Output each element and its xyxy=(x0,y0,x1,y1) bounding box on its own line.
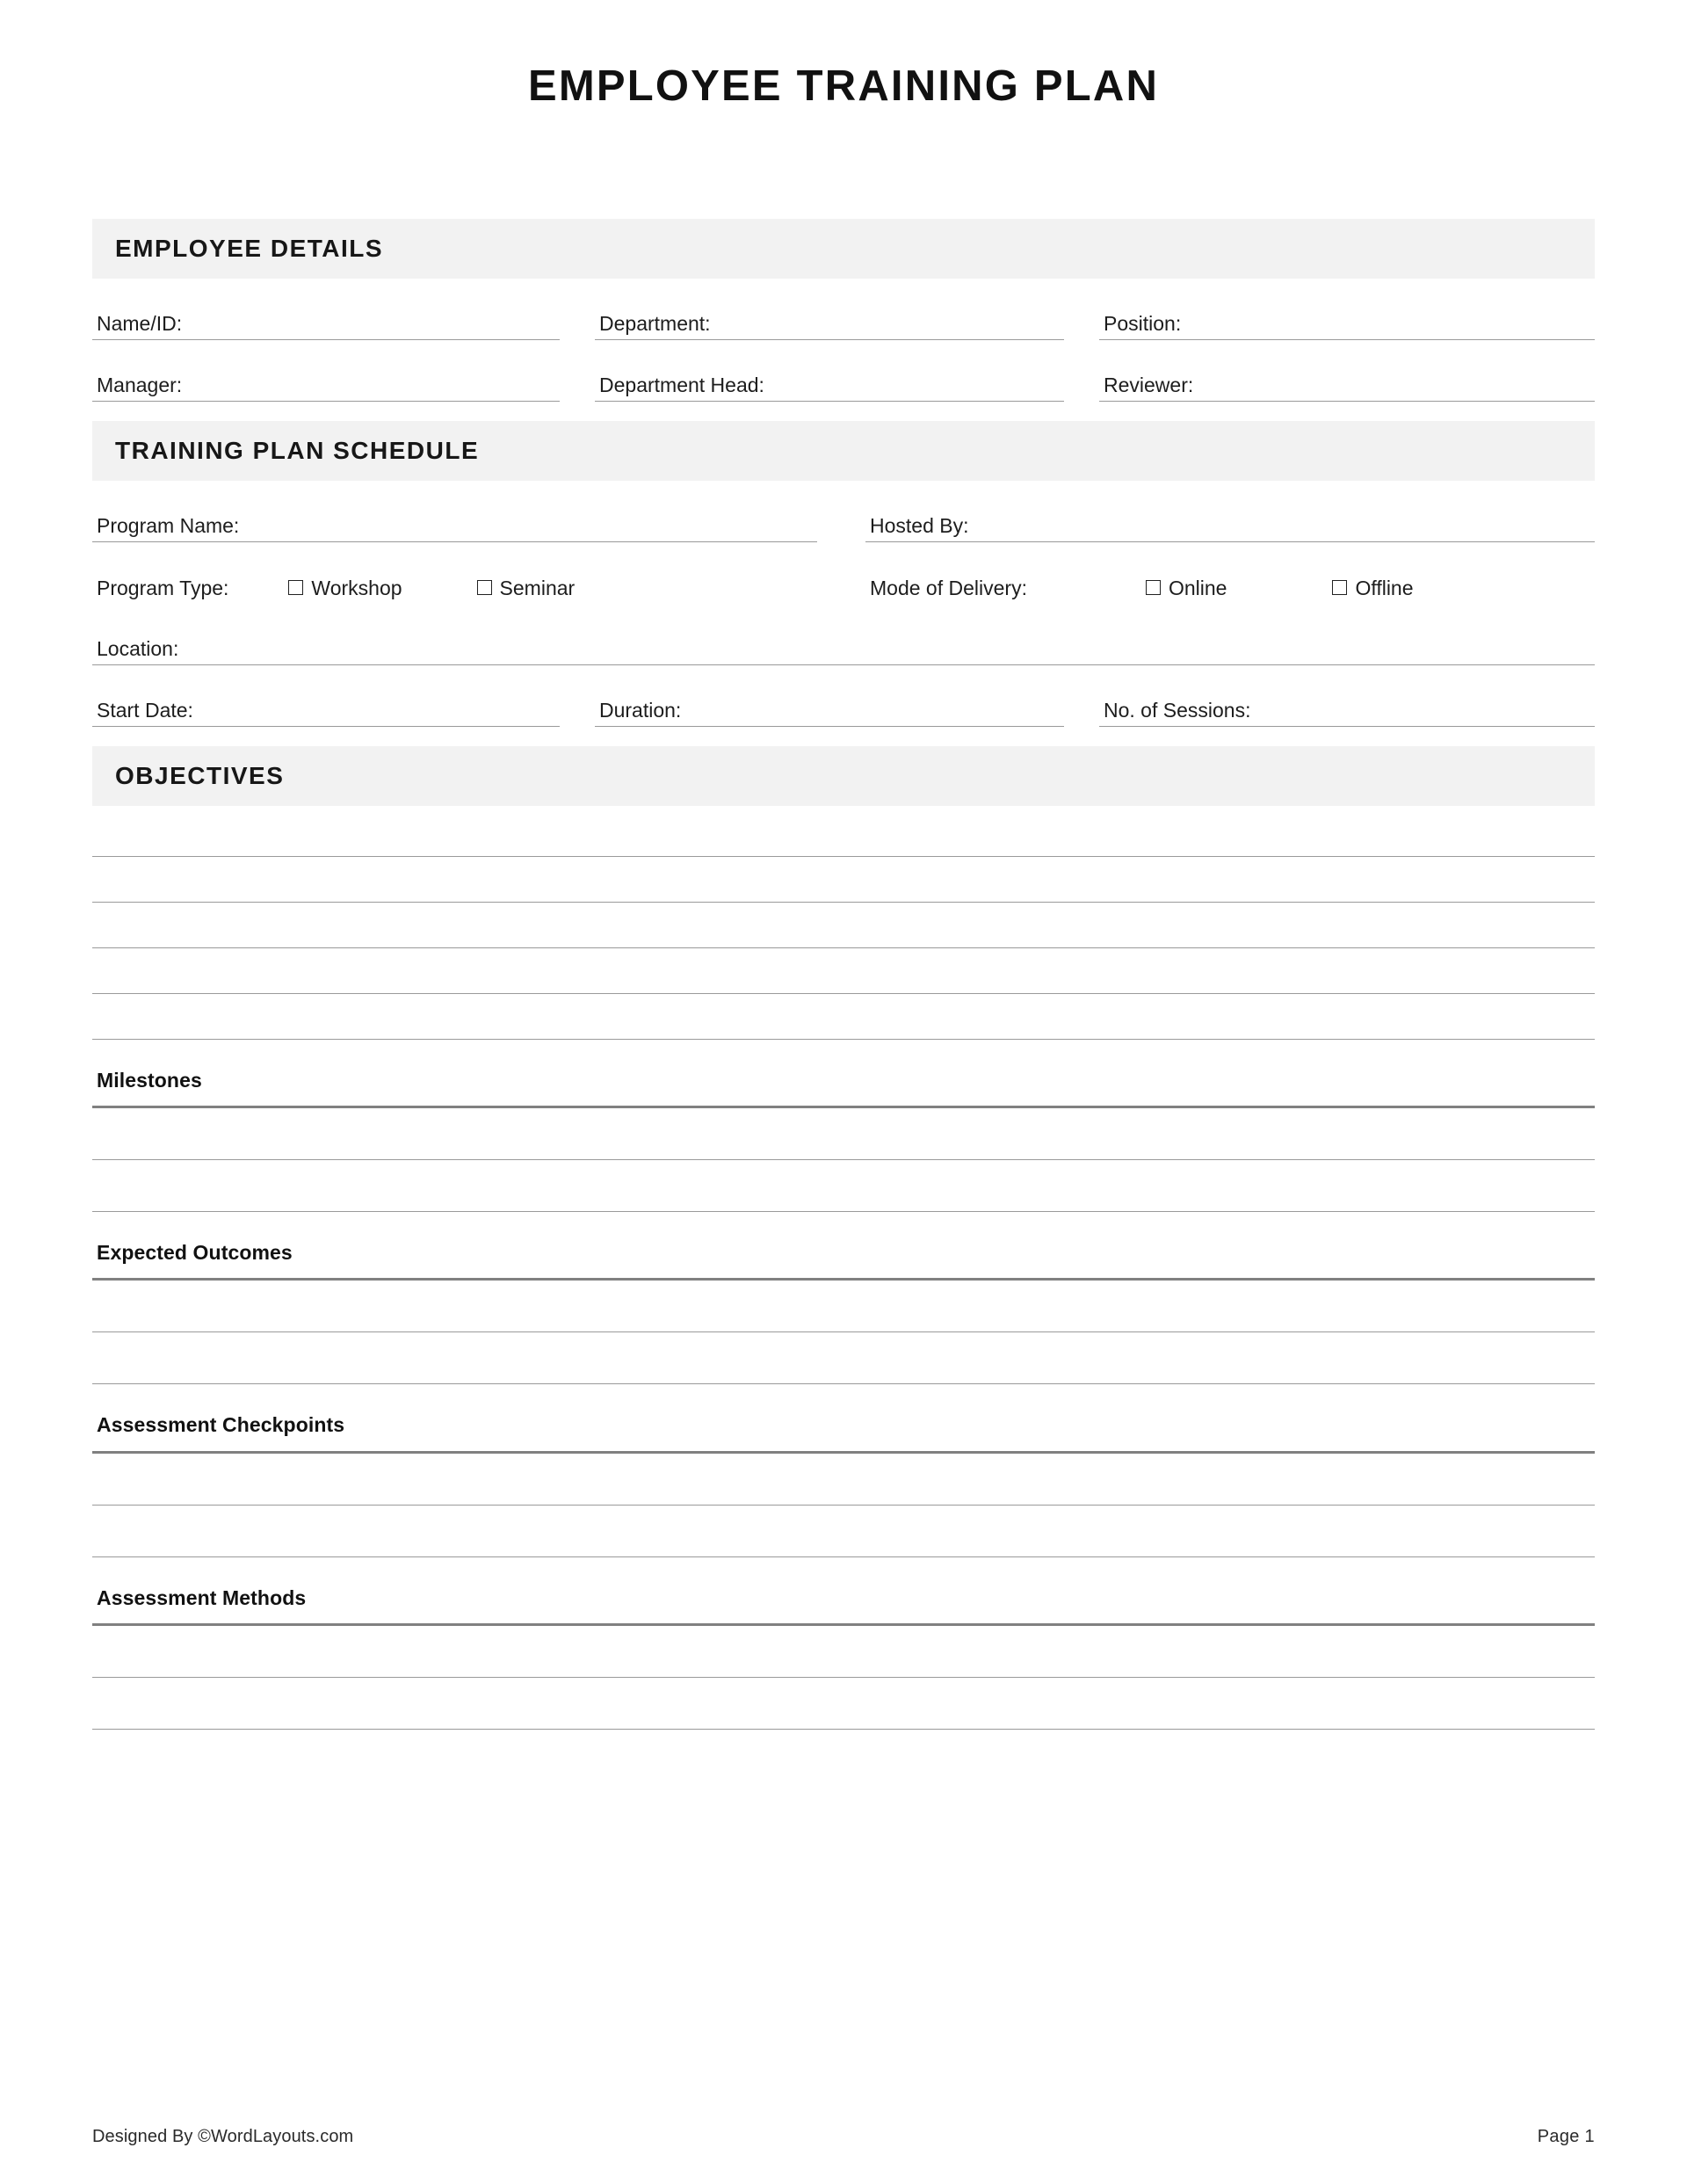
row-spacer xyxy=(92,604,1595,618)
checkbox-workshop[interactable] xyxy=(288,578,402,599)
section-title-employee-details: EMPLOYEE DETAILS xyxy=(115,234,384,262)
column-gap xyxy=(560,293,595,340)
section-header-training-plan-schedule xyxy=(92,421,1595,481)
section-title-objectives: OBJECTIVES xyxy=(115,761,285,789)
section-title-training-plan-schedule: TRAINING PLAN SCHEDULE xyxy=(115,436,480,464)
section-spacer xyxy=(92,402,1595,421)
field-program-type xyxy=(92,556,817,604)
field-label-location: Location: xyxy=(97,636,179,660)
field-manager[interactable] xyxy=(92,354,560,402)
section-header-objectives xyxy=(92,746,1595,806)
employee-details-row-1 xyxy=(92,293,1595,340)
objectives-blank-lines xyxy=(92,806,1595,1040)
subsection-expected-outcomes xyxy=(92,1212,1595,1384)
column-gap xyxy=(817,556,865,604)
schedule-row-4 xyxy=(92,679,1595,727)
objectives-line[interactable] xyxy=(92,948,1595,994)
checkbox-label-seminar: Seminar xyxy=(499,576,576,599)
field-label-program-type: Program Type: xyxy=(97,576,229,599)
page-title: EMPLOYEE TRAINING PLAN xyxy=(527,62,1160,110)
mode-of-delivery-options xyxy=(1146,578,1414,599)
assessment-methods-line[interactable] xyxy=(92,1626,1595,1678)
subsection-heading-expected-outcomes: Expected Outcomes xyxy=(97,1241,293,1265)
field-label-duration: Duration: xyxy=(599,698,682,722)
row-spacer xyxy=(92,279,1595,293)
title-spacer xyxy=(92,111,1595,219)
section-spacer xyxy=(92,727,1595,746)
objectives-line[interactable] xyxy=(92,994,1595,1040)
column-gap xyxy=(560,679,595,727)
field-label-program-name: Program Name: xyxy=(97,513,240,537)
page-footer xyxy=(92,2127,1595,2147)
employee-details-row-2 xyxy=(92,354,1595,402)
assessment-methods-line[interactable] xyxy=(92,1678,1595,1730)
assessment-checkpoints-line[interactable] xyxy=(92,1506,1595,1557)
field-label-manager: Manager: xyxy=(97,373,183,396)
checkbox-icon[interactable] xyxy=(477,580,492,595)
subsection-heading-assessment-checkpoints: Assessment Checkpoints xyxy=(97,1413,345,1437)
column-gap xyxy=(1064,679,1099,727)
field-start-date[interactable] xyxy=(92,679,560,727)
field-label-reviewer: Reviewer: xyxy=(1104,373,1194,396)
field-location[interactable] xyxy=(92,618,1595,665)
field-label-start-date: Start Date: xyxy=(97,698,193,722)
checkbox-label-workshop: Workshop xyxy=(311,576,402,599)
field-program-name[interactable] xyxy=(92,495,817,542)
footer-credit: Designed By ©WordLayouts.com xyxy=(92,2127,354,2146)
field-mode-of-delivery xyxy=(865,556,1595,604)
field-name-id[interactable] xyxy=(92,293,560,340)
subsection-heading-milestones: Milestones xyxy=(97,1068,202,1092)
row-spacer xyxy=(92,665,1595,679)
checkbox-label-online: Online xyxy=(1168,576,1227,599)
column-gap xyxy=(817,495,865,542)
schedule-row-1 xyxy=(92,495,1595,542)
checkbox-icon[interactable] xyxy=(1146,580,1161,595)
field-position[interactable] xyxy=(1099,293,1595,340)
row-spacer xyxy=(92,481,1595,495)
field-label-hosted-by: Hosted By: xyxy=(870,513,969,537)
expected-outcomes-line[interactable] xyxy=(92,1281,1595,1332)
field-department[interactable] xyxy=(595,293,1064,340)
column-gap xyxy=(1064,354,1099,402)
field-no-of-sessions[interactable] xyxy=(1099,679,1595,727)
expected-outcomes-line[interactable] xyxy=(92,1332,1595,1384)
field-label-department: Department: xyxy=(599,311,711,335)
field-label-name-id: Name/ID: xyxy=(97,311,183,335)
section-header-employee-details xyxy=(92,219,1595,279)
program-type-options xyxy=(288,578,575,599)
column-gap xyxy=(560,354,595,402)
field-label-department-head: Department Head: xyxy=(599,373,764,396)
subsection-heading-assessment-methods: Assessment Methods xyxy=(97,1585,307,1609)
milestones-line[interactable] xyxy=(92,1108,1595,1160)
row-spacer xyxy=(92,542,1595,556)
checkbox-seminar[interactable] xyxy=(477,578,576,599)
objectives-line[interactable] xyxy=(92,903,1595,948)
assessment-checkpoints-line[interactable] xyxy=(92,1454,1595,1506)
schedule-row-3 xyxy=(92,618,1595,665)
checkbox-icon[interactable] xyxy=(1332,580,1347,595)
field-duration[interactable] xyxy=(595,679,1064,727)
subsection-milestones xyxy=(92,1040,1595,1212)
field-department-head[interactable] xyxy=(595,354,1064,402)
row-spacer xyxy=(92,340,1595,354)
checkbox-offline[interactable] xyxy=(1332,578,1413,599)
column-gap xyxy=(1064,293,1099,340)
subsection-assessment-methods xyxy=(92,1557,1595,1730)
checkbox-label-offline: Offline xyxy=(1355,576,1414,599)
checkbox-online[interactable] xyxy=(1146,578,1227,599)
milestones-line[interactable] xyxy=(92,1160,1595,1212)
field-label-no-of-sessions: No. of Sessions: xyxy=(1104,698,1251,722)
field-label-mode-of-delivery: Mode of Delivery: xyxy=(870,576,1027,599)
schedule-row-2 xyxy=(92,556,1595,604)
footer-page-number: Page 1 xyxy=(1537,2127,1595,2146)
objectives-line[interactable] xyxy=(92,857,1595,903)
field-hosted-by[interactable] xyxy=(865,495,1595,542)
checkbox-icon[interactable] xyxy=(288,580,303,595)
objectives-line[interactable] xyxy=(92,806,1595,857)
subsection-assessment-checkpoints xyxy=(92,1384,1595,1556)
field-reviewer[interactable] xyxy=(1099,354,1595,402)
field-label-position: Position: xyxy=(1104,311,1182,335)
